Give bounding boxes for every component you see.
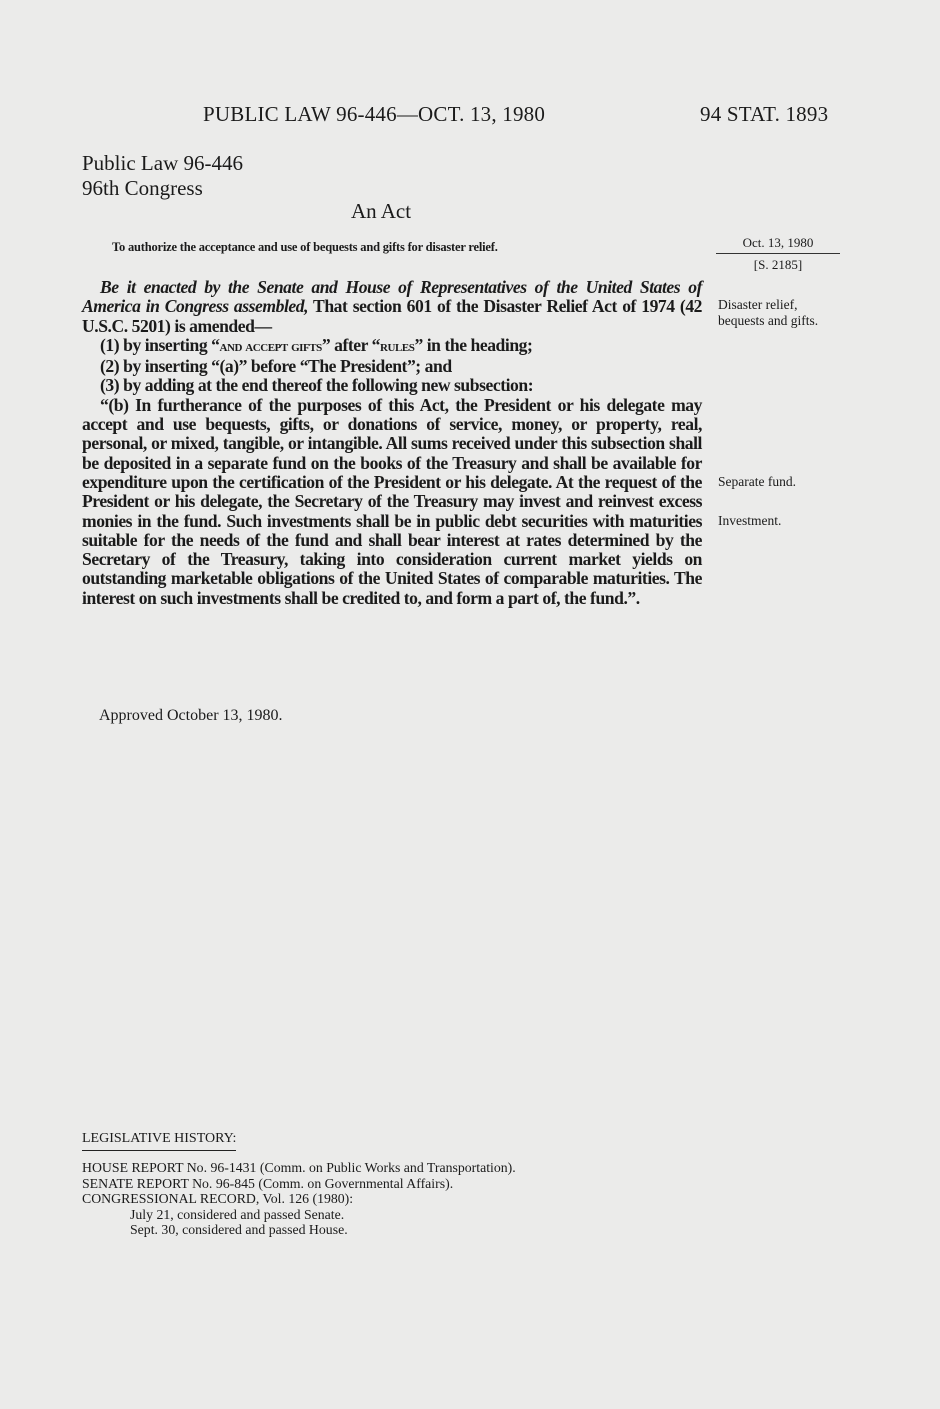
sidenote-bill-number: [S. 2185] [753, 257, 803, 272]
senate-action: July 21, considered and passed Senate. [130, 1206, 345, 1222]
congress-number: 96th Congress [82, 176, 203, 200]
act-title: An Act [351, 199, 412, 223]
legislative-history-heading: LEGISLATIVE HISTORY: [82, 1131, 236, 1151]
enacting-text: That section 601 of the Disaster Relief Act of 1974 (42 U.S.C. 5201) is amended— [82, 296, 703, 336]
act-purpose: To authorize the acceptance and use of bequests and gifts for disaster relief. [112, 240, 498, 254]
item1-small-caps-b: rules [380, 338, 415, 355]
amendment-item-3: (3) by adding at the end thereof the following new subsection: [100, 375, 534, 396]
legislative-history-list [82, 1160, 516, 1238]
enacting-formula: Be it enacted by the Senate and House of Representatives of the United States of America in Congress assembled, [82, 277, 702, 317]
item1-small-caps-a: and accept gifts [219, 338, 322, 355]
sidenote-separate-fund: Separate fund. [718, 474, 796, 489]
house-report: HOUSE REPORT No. 96-1431 (Comm. on Public Works and Transportation). [82, 1160, 516, 1175]
new-subsection-b: “(b) In furtherance of the purposes of this Act, the President or his delegate may accept and use bequests, gifts, or donations of service, money, or property, real, personal, or mixed, tangible, or intangible. All sums received under this subsection shall be deposited in a separate fund on the books of the Treasury and shall be available for expenditure upon the certification of the President or his delegate. At the request of the President or his delegate, the Secretary of the Treasury may invest and reinvest excess monies in the fund. Such investments shall be in public debt securities with maturities suitable for the needs of the fund and shall bear interest at rates determined by the Secretary of the Treasury, taking into consideration current market yields on outstanding marketable obligations of the United States of comparable maturities. The interest on such investments shall be credited to, and form a part of, the fund.”. [82, 394, 702, 608]
item1-text-a: (1) by inserting “ [100, 334, 220, 355]
amendment-item-1 [82, 336, 702, 357]
amendment-item-2: (2) by inserting “(a)” before “The President”; and [100, 356, 452, 377]
running-title: PUBLIC LAW 96-446—OCT. 13, 1980 [203, 102, 546, 126]
house-action: Sept. 30, considered and passed House. [130, 1222, 348, 1238]
sidenote-topic: Disaster relief, bequests and gifts. [718, 297, 819, 328]
sidenote-investment: Investment. [718, 513, 782, 528]
senate-report: SENATE REPORT No. 96-845 (Comm. on Governmental Affairs). [82, 1175, 454, 1191]
statute-reference: 94 STAT. 1893 [700, 102, 829, 126]
public-law-number: Public Law 96-446 [82, 151, 243, 175]
act-body [82, 278, 702, 608]
sidenote-date: Oct. 13, 1980 [716, 235, 840, 254]
congressional-record: CONGRESSIONAL RECORD, Vol. 126 (1980): [82, 1191, 354, 1207]
item1-text-c: ” in the heading; [414, 334, 533, 355]
approval-date: Approved October 13, 1980. [99, 707, 283, 724]
item1-text-b: ” after “ [321, 334, 380, 355]
enacting-clause [82, 278, 702, 336]
